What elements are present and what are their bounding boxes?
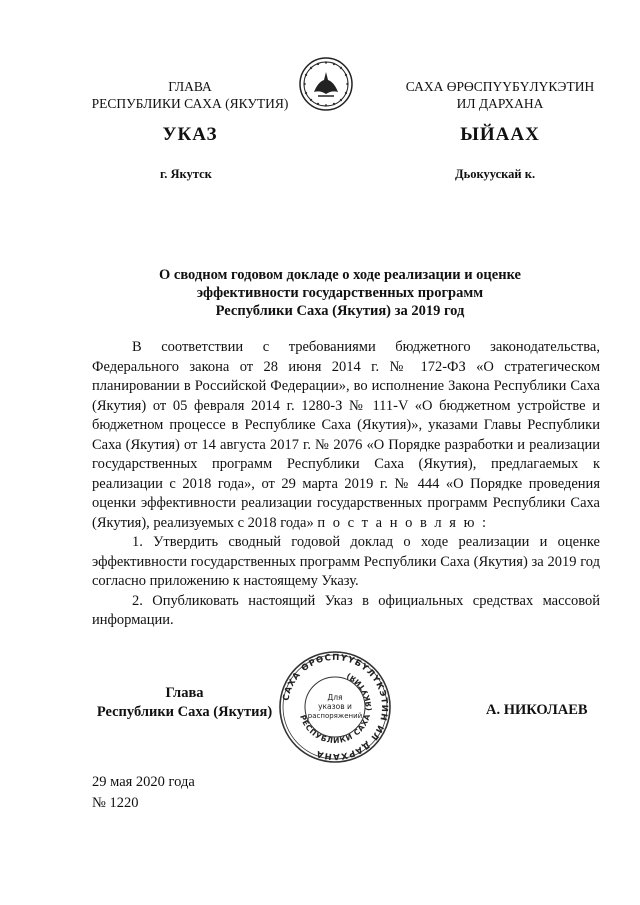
city-sah: Дьокуускай к. <box>455 167 536 181</box>
preamble-text: В соответствии с требованиями бюджетного законодательства, Федерального закона от 28 июня 2014 г. № 172-ФЗ «О стратегическом планировании в Российской Федерации», во исполнение Закона Республики Саха (Якутия) от 05 февраля 2014 г. 1280-З № 111-V «О бюджетном устройстве и бюджетном процессе в Республике Саха (Якутия)», указами Главы Республики Саха (Якутия) от 14 августа 2017 г. № 2076 «О Порядке разработки и реализации государственных программ Республики Саха (Якутия), предлагаемых к реализации с 2018 года», от 29 марта 2019 г. № 444 «О Порядке проведения оценки эффективности реализации государственных программ Республики Саха (Якутия), реализуемых с 2018 года» <box>92 339 600 531</box>
document-date: 29 мая 2020 года <box>92 774 195 790</box>
header-left-line2: РЕСПУБЛИКИ САХА (ЯКУТИЯ) <box>91 96 289 111</box>
signatory-title-line2: Республики Саха (Якутия) <box>96 704 273 720</box>
stamp-center-line3: распоряжений <box>307 712 363 720</box>
stamp-inner-text: РЕСПУБЛИКИ САХА (ЯКУТИЯ) <box>298 671 374 746</box>
signatory-name: А. НИКОЛАЕВ <box>486 702 588 718</box>
header-left <box>70 78 310 112</box>
header-right-line1: САХА ӨРӨСПҮҮБҮЛҮКЭТИН <box>405 79 595 94</box>
stamp-center-line2: указов и <box>318 702 352 711</box>
republic-emblem-icon <box>298 56 354 112</box>
item-1: 1. Утвердить сводный годовой доклад о ходе реализации и оценке эффективности государственных программ Республики Саха (Якутия) за 2019 год согласно приложению к настоящему Указу. <box>92 534 600 589</box>
subject-line: Республики Саха (Якутия) за 2019 год <box>215 303 465 319</box>
official-stamp <box>278 650 392 764</box>
subject-line: О сводном годовом докладе о ходе реализации и оценке <box>158 267 521 283</box>
signatory-title <box>92 684 277 722</box>
document-subject <box>100 266 580 320</box>
header-right-line2: ИЛ ДАРХАНА <box>456 96 544 111</box>
document-number: № 1220 <box>92 795 139 811</box>
document-type-ru: УКАЗ <box>162 124 218 145</box>
document-footer <box>92 772 195 814</box>
preamble-paragraph <box>92 338 600 533</box>
document-body <box>92 338 600 631</box>
city-ru: г. Якутск <box>160 167 212 181</box>
document-type-sah: ЫЙААХ <box>460 124 540 145</box>
stamp-outer-text: САХА ӨРӨСПҮҮБҮЛҮКЭТИН ИЛ ДАРХАНА <box>281 652 390 762</box>
stamp-center-line1: Для <box>327 693 343 702</box>
signatory-title-line1: Глава <box>165 685 204 701</box>
header-left-line1: ГЛАВА <box>168 79 212 94</box>
header-right <box>380 78 620 112</box>
decree-word: п о с т а н о в л я ю : <box>317 514 489 531</box>
item-2: 2. Опубликовать настоящий Указ в официальных средствах массовой информации. <box>92 592 600 628</box>
subject-line: эффективности государственных программ <box>196 285 484 301</box>
